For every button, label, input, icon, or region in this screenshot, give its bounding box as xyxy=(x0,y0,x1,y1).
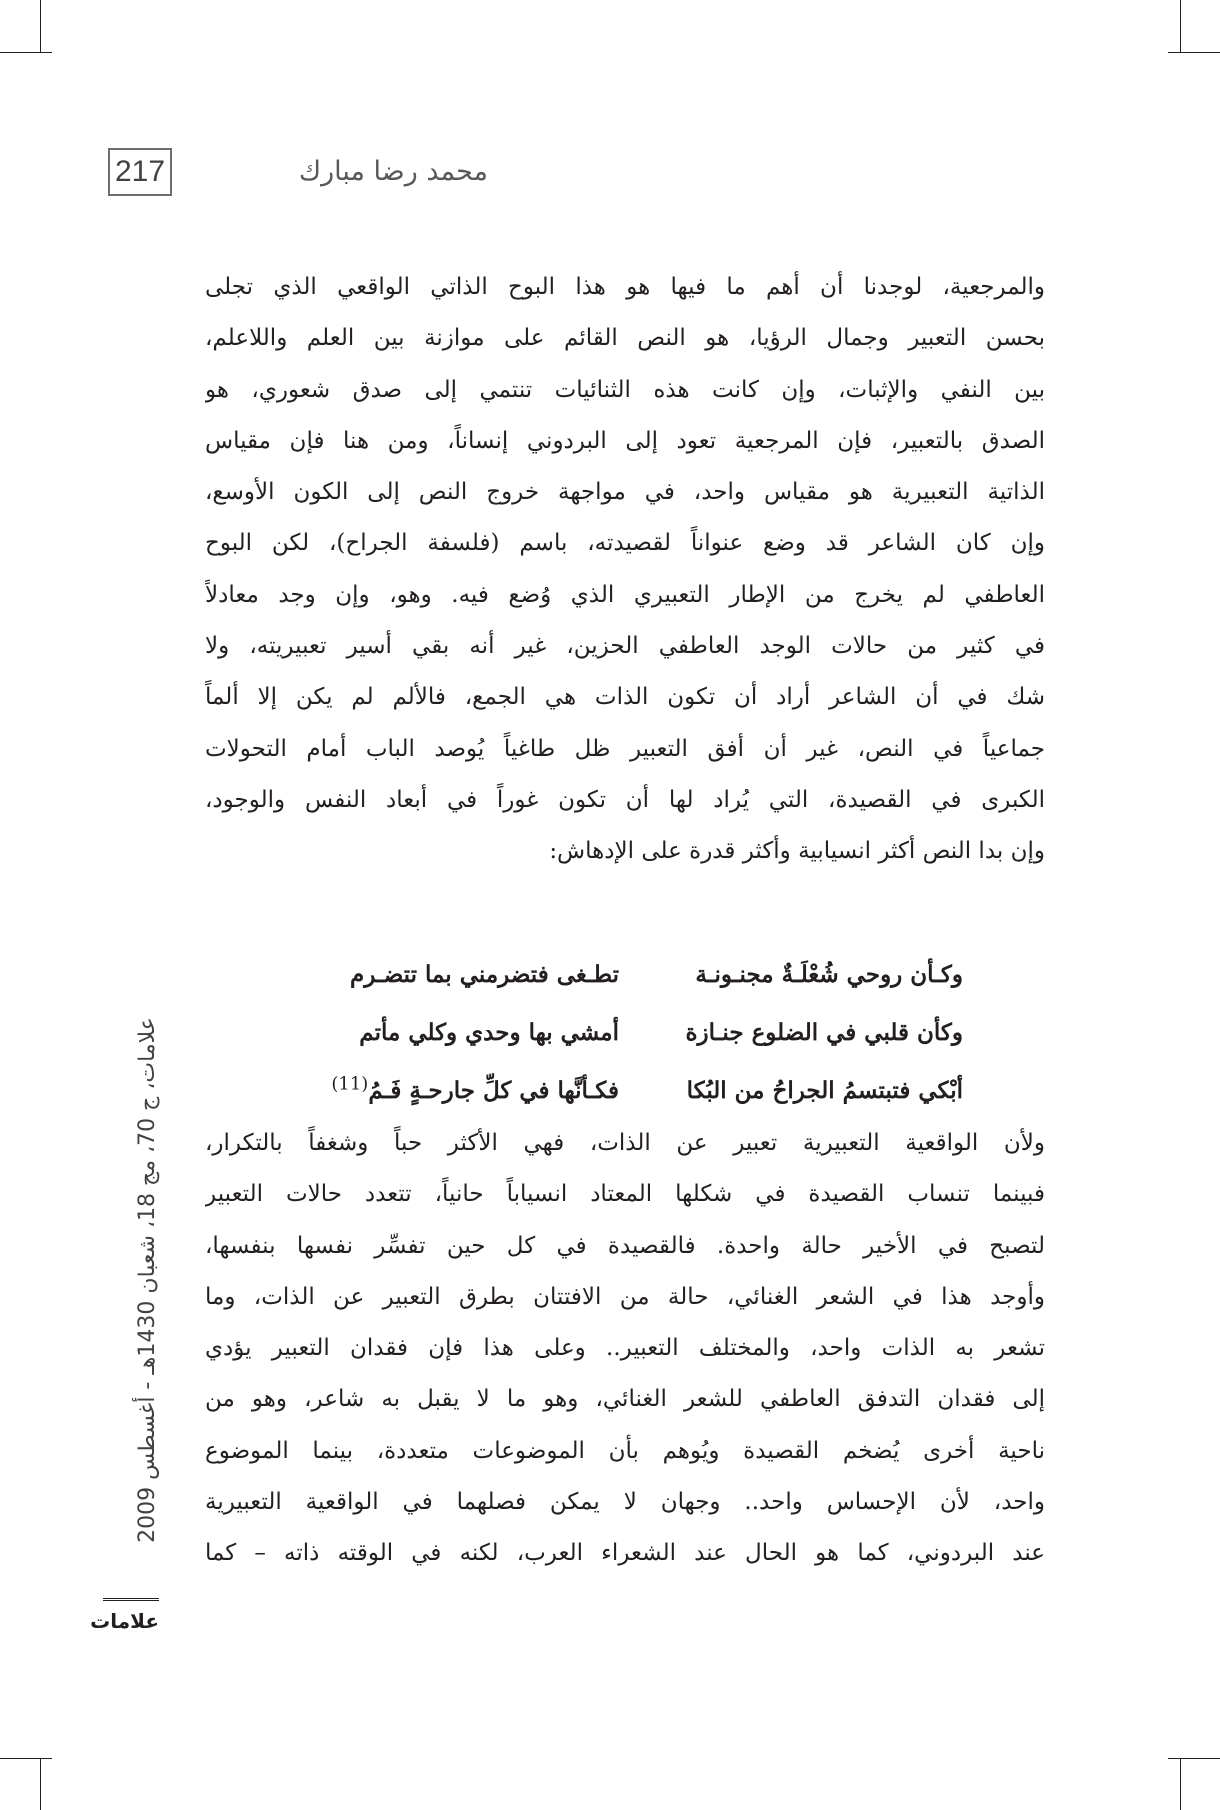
text-line: إلى فقدان التدفق العاطفي للشعر الغنائي، وهو ما لا يقبل به شاعر، وهو من xyxy=(205,1386,1045,1413)
paragraph-2 xyxy=(205,1118,1045,1580)
verse-first-hemistich: وكأن قلبي في الضلوع جنـازة xyxy=(685,1019,963,1046)
verse-first-hemistich: وكـأن روحي شُعْلَـةٌ مجنـونـة xyxy=(695,961,963,988)
text-line: الكبرى في القصيدة، التي يُراد لها أن تكون غوراً في أبعاد النفس والوجود، xyxy=(205,786,1045,813)
verse-second-hemistich xyxy=(309,1062,619,1120)
text-line: العاطفي لم يخرج من الإطار التعبيري الذي وُضع فيه. وهو، وإن وجد معادلاً xyxy=(205,581,1045,608)
text-line: وإن كان الشاعر قد وضع عنواناً لقصيدته، باسم (فلسفة الجراح)، لكن البوح xyxy=(205,530,1045,557)
text-line: ناحية أخرى يُضخم القصيدة ويُوهم بأن الموضوعات متعددة، بينما الموضوع xyxy=(205,1437,1045,1464)
poem-quote xyxy=(205,946,1045,1120)
text-line: واحد، لأن الإحساس واحد.. وجهان لا يمكن فصلهما في الواقعية التعبيرية xyxy=(205,1489,1045,1516)
verse-first-hemistich: أبْكي فتبتسمُ الجراحُ من البُكا xyxy=(686,1077,963,1104)
side-margin xyxy=(128,1000,168,1560)
text-line: الصدق بالتعبير، فإن المرجعية تعود إلى البردوني إنساناً، ومن هنا فإن مقياس xyxy=(205,427,1045,454)
text-line: تشعر به الذات واحد، والمختلف التعبير.. وعلى هذا فإن فقدان التعبير يؤدي xyxy=(205,1335,1045,1362)
text-line: عند البردوني، كما هو الحال عند الشعراء العرب، لكنه في الوقته ذاته – كما xyxy=(205,1540,1045,1567)
crop-mark xyxy=(1180,1758,1181,1810)
text-line: وإن بدا النص أكثر انسيابية وأكثر قدرة على الإدهاش: xyxy=(549,838,1045,865)
paragraph-1 xyxy=(205,262,1045,878)
crop-mark xyxy=(40,1758,41,1810)
crop-mark xyxy=(0,1758,52,1759)
running-head-author: محمد رضا مبارك xyxy=(298,156,488,187)
verse-line xyxy=(205,946,1045,1004)
verse-second-hemistich: تطـغى فتضرمني بما تتضـرم xyxy=(350,961,619,988)
page-number: 217 xyxy=(108,148,172,196)
text-line: ولأن الواقعية التعبيرية تعبير عن الذات، فهي الأكثر حباً وشغفاً بالتكرار، xyxy=(205,1130,1045,1156)
journal-logo: علامات xyxy=(103,1598,159,1638)
crop-mark xyxy=(1168,52,1220,53)
verse-line xyxy=(205,1062,1045,1120)
verse-second-hemistich: أمشي بها وحدي وكلي مأتم xyxy=(359,1019,619,1046)
verse-text: فكـأنَّها في كلِّ جارحـةٍ فَـمُ xyxy=(368,1077,619,1104)
text-line: فبينما تنساب القصيدة في شكلها المعتاد انسياباً حانياً، تتعدد حالات التعبير xyxy=(205,1181,1045,1208)
text-line: شك في أن الشاعر أراد أن تكون الذات هي الجمع، فالألم لم يكن إلا ألماً xyxy=(205,684,1045,711)
text-line: بين النفي والإثبات، وإن كانت هذه الثنائيات تنتمي إلى صدق شعوري، هو xyxy=(205,376,1045,403)
text-line: والمرجعية، لوجدنا أن أهم ما فيها هو هذا البوح الذاتي الواقعي الذي تجلى xyxy=(205,274,1045,300)
text-line: لتصبح في الأخير حالة واحدة. فالقصيدة في كل حين تفسِّر نفسها بنفسها، xyxy=(205,1232,1045,1259)
journal-issue-info: علامات، ج 70، مج 18، شعبان 1430هـ - أغسطس 2009 xyxy=(135,1017,160,1543)
text-line: الذاتية التعبيرية هو مقياس واحد، في مواجهة خروج النص إلى الكون الأوسع، xyxy=(205,479,1045,506)
crop-mark xyxy=(40,0,41,52)
text-line: وأوجد هذا في الشعر الغنائي، حالة من الافتتان بطرق التعبير عن الذات، وما xyxy=(205,1283,1045,1310)
crop-mark xyxy=(0,52,52,53)
text-line: في كثير من حالات الوجد العاطفي الحزين، غير أنه بقي أسير تعبيريته، ولا xyxy=(205,633,1045,660)
footnote-reference[interactable]: (11) xyxy=(331,1073,369,1095)
crop-mark xyxy=(1180,0,1181,52)
crop-mark xyxy=(1168,1758,1220,1759)
verse-line xyxy=(205,1004,1045,1062)
text-line: جماعياً في النص، غير أن أفق التعبير ظل طاغياً يُوصد الباب أمام التحولات xyxy=(205,735,1045,762)
text-line: بحسن التعبير وجمال الرؤيا، هو النص القائم على موازنة بين العلم واللاعلم، xyxy=(205,325,1045,352)
